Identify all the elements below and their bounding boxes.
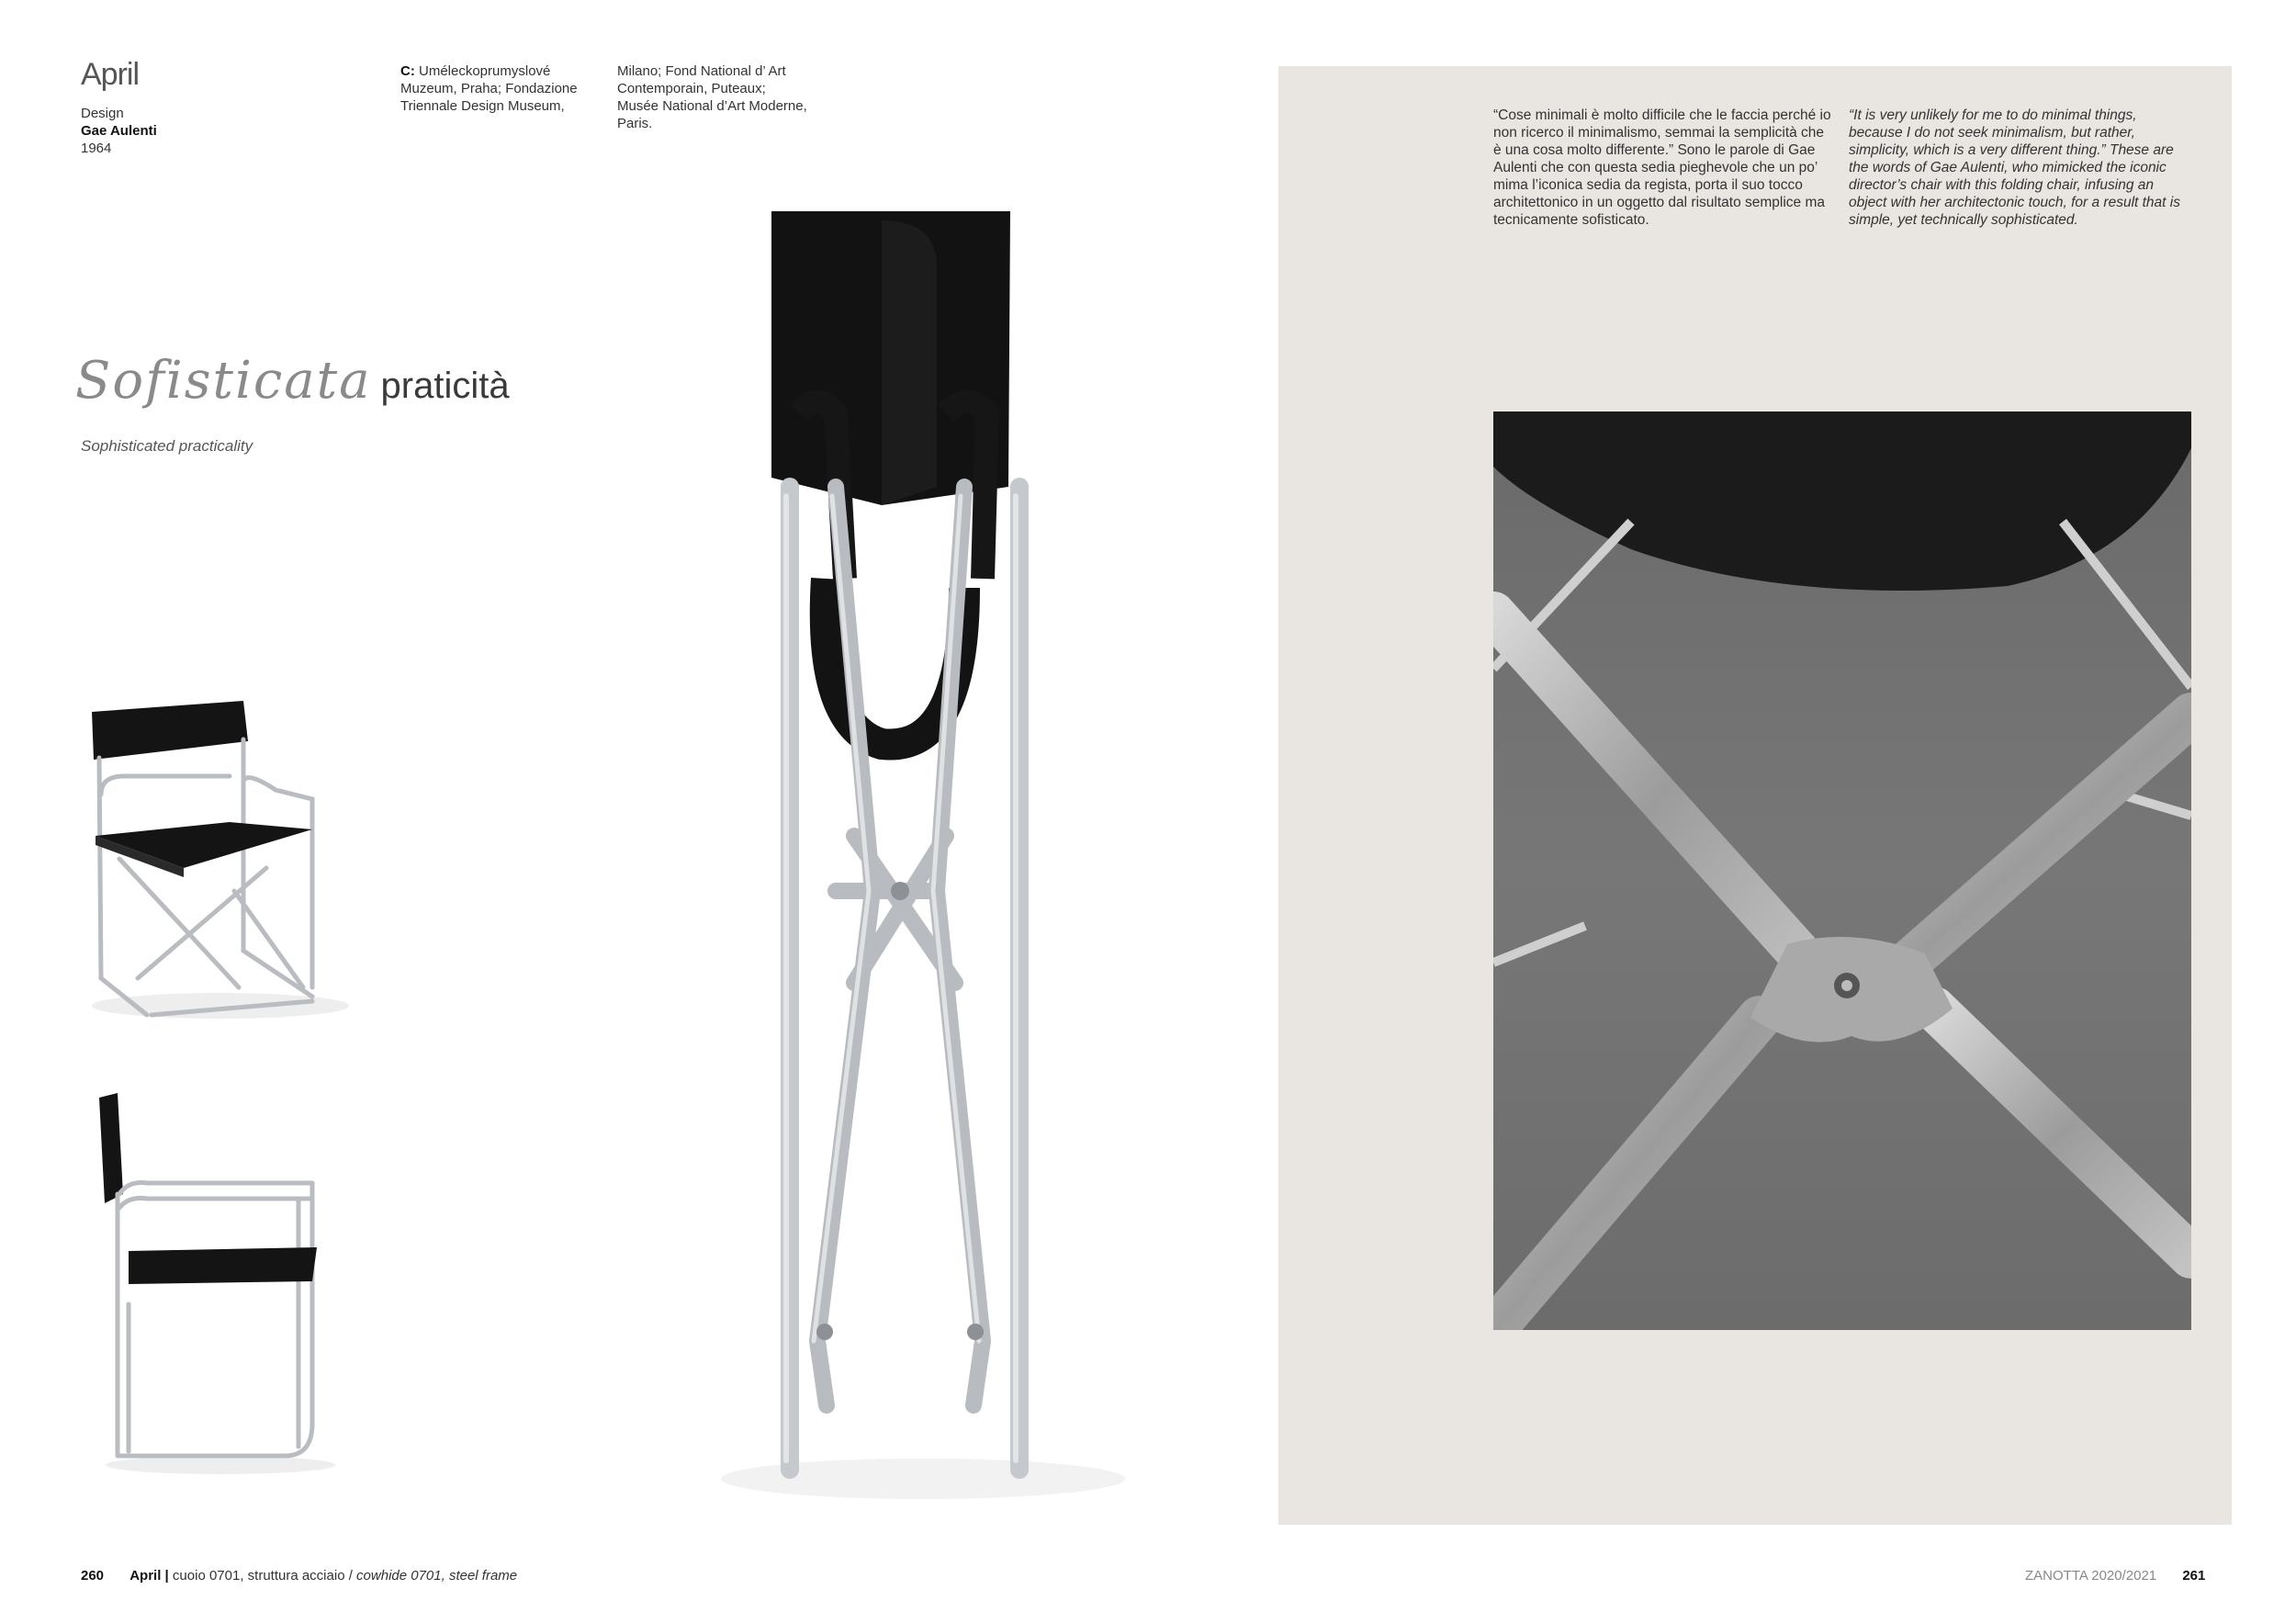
footer-spec-english: cowhide 0701, steel frame xyxy=(356,1568,518,1584)
design-year: 1964 xyxy=(81,141,112,156)
footer-brand: ZANOTTA 2020/2021 xyxy=(2025,1568,2157,1584)
collections-text-2: Milano; Fond National d’ Art Contemporain, Puteaux; Musée National d’Art Moderne, Paris. xyxy=(617,63,807,131)
design-label: Design xyxy=(81,106,124,121)
footer-spec-italian: cuoio 0701, struttura acciaio / xyxy=(172,1568,353,1584)
collections-column-1 xyxy=(400,62,593,115)
collections-text-1: Uméleckoprumyslové Muzeum, Praha; Fondazione Triennale Design Museum, xyxy=(400,63,578,114)
collections-column-2 xyxy=(617,62,810,132)
footer-separator: | xyxy=(164,1568,169,1584)
cross-joint-detail-photo xyxy=(1493,411,2191,1330)
design-credit xyxy=(81,105,157,157)
footer-right xyxy=(2025,1568,2205,1584)
page-number-left: 260 xyxy=(81,1568,105,1584)
product-title: April xyxy=(81,57,140,92)
footer-left xyxy=(81,1568,517,1584)
chair-front-photo xyxy=(83,684,358,1033)
quote-english: “It is very unlikely for me to do minimal things, because I do not seek minimalism, but rather, simplicity, which is a very different thing.” These are the words of Gae Aulenti, who mimicked the iconic director’s chair with this folding chair, infusing an object with her architectonic touch, for a result that is simple, yet technically sophisticated. xyxy=(1849,107,2180,228)
quote-italian: “Cose minimali è molto difficile che le faccia perché io non ricerco il minimalismo, semmai la semplicità che è una cosa molto differente.” Sono le parole di Gae Aulenti che con questa sedia pieghevole che un po’ mima l’iconica sedia da regista, porta il suo tocco architettonico in un oggetto dal risultato semplice ma tecnicamente sofisticato. xyxy=(1493,107,1831,228)
folded-chair-photo xyxy=(716,193,1130,1516)
headline-script: Sofisticata xyxy=(75,351,372,411)
collections-label: C: xyxy=(400,63,415,79)
page-number-right: 261 xyxy=(2182,1568,2206,1584)
chair-side-photo xyxy=(92,1093,340,1479)
subheadline: Sophisticated practicality xyxy=(81,437,253,455)
headline xyxy=(75,351,510,411)
footer-model-name: April xyxy=(129,1568,162,1584)
headline-plain: praticità xyxy=(380,366,510,406)
designer-name: Gae Aulenti xyxy=(81,123,157,139)
